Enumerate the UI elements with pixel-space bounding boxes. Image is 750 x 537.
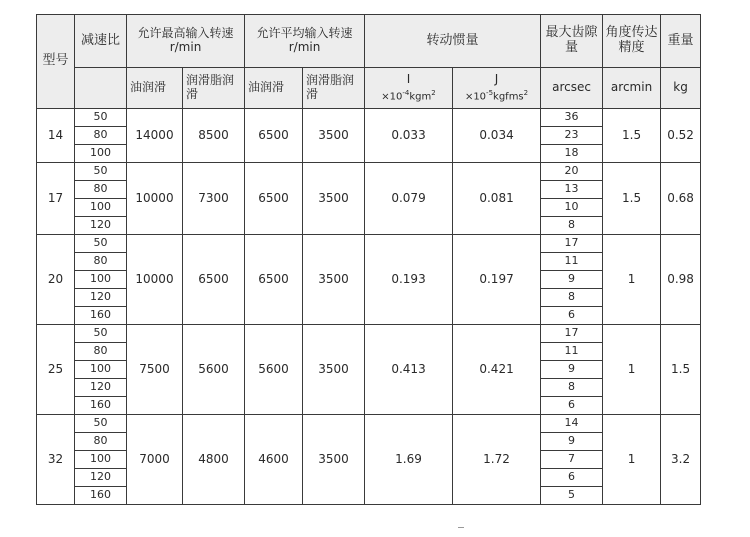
backlash-cell: 10 (541, 199, 603, 217)
backlash-cell: 11 (541, 343, 603, 361)
inertia-header: 转动惯量 (365, 15, 541, 68)
ratio-cell: 100 (75, 199, 127, 217)
backlash-cell: 18 (541, 145, 603, 163)
table-row (37, 109, 701, 127)
ratio-cell: 80 (75, 253, 127, 271)
weight-cell: 3.2 (661, 415, 701, 505)
backlash-cell: 7 (541, 451, 603, 469)
ratio-cell: 80 (75, 343, 127, 361)
avg-oil-cell: 6500 (245, 163, 303, 235)
inertia-J-unit (453, 89, 540, 103)
backlash-cell: 9 (541, 271, 603, 289)
max-oil-cell: 14000 (127, 109, 183, 163)
weight-cell: 0.98 (661, 235, 701, 325)
inertia-I-cell: 0.193 (365, 235, 453, 325)
model-header: 型号 (37, 15, 75, 109)
backlash-cell: 36 (541, 109, 603, 127)
inertia-J-exp: -5 (486, 88, 494, 97)
inertia-I-exp: -4 (402, 88, 410, 97)
inertia-I-sq: 2 (431, 88, 436, 97)
table-row (37, 235, 701, 253)
weight-header: 重量 (661, 15, 701, 68)
model-cell: 32 (37, 415, 75, 505)
max-oil-cell: 7000 (127, 415, 183, 505)
ratio-cell: 120 (75, 289, 127, 307)
backlash-cell: 20 (541, 163, 603, 181)
ratio-cell: 50 (75, 163, 127, 181)
max-grease-cell: 6500 (183, 235, 245, 325)
inertia-J-subheader (453, 68, 541, 109)
backlash-cell: 17 (541, 235, 603, 253)
backlash-cell: 8 (541, 379, 603, 397)
model-cell: 25 (37, 325, 75, 415)
backlash-cell: 8 (541, 217, 603, 235)
inertia-I-cell: 1.69 (365, 415, 453, 505)
ratio-cell: 160 (75, 397, 127, 415)
inertia-I-cell: 0.413 (365, 325, 453, 415)
inertia-J-sq: 2 (523, 88, 529, 97)
table-row (37, 163, 701, 181)
angle-cell: 1 (603, 325, 661, 415)
inertia-I-unit-pre: ×10 (381, 91, 403, 103)
backlash-cell: 6 (541, 397, 603, 415)
max-speed-header (127, 15, 245, 68)
ratio-cell: 100 (75, 361, 127, 379)
header-row-2 (37, 68, 701, 109)
ratio-header: 减速比 (75, 15, 127, 68)
max-grease-subheader: 润滑脂润滑 (183, 68, 245, 109)
ratio-cell: 50 (75, 109, 127, 127)
ratio-cell: 120 (75, 469, 127, 487)
backlash-cell: 17 (541, 325, 603, 343)
avg-grease-cell: 3500 (303, 163, 365, 235)
avg-speed-unit: r/min (288, 40, 321, 54)
inertia-J-label: J (494, 72, 499, 87)
inertia-J-cell: 1.72 (453, 415, 541, 505)
max-grease-cell: 8500 (183, 109, 245, 163)
inertia-I-unit (365, 89, 452, 103)
ratio-cell: 50 (75, 415, 127, 433)
inertia-J-unit-post: kgfms (493, 91, 524, 103)
backlash-cell: 14 (541, 415, 603, 433)
ratio-cell: 120 (75, 379, 127, 397)
avg-oil-cell: 5600 (245, 325, 303, 415)
inertia-I-unit-post: kgm (409, 91, 432, 103)
avg-grease-cell: 3500 (303, 325, 365, 415)
ratio-cell: 50 (75, 235, 127, 253)
avg-oil-cell: 4600 (245, 415, 303, 505)
weight-unit: kg (661, 68, 701, 109)
spec-body (37, 109, 701, 505)
backlash-cell: 6 (541, 307, 603, 325)
model-cell: 20 (37, 235, 75, 325)
ratio-cell: 100 (75, 145, 127, 163)
max-oil-cell: 7500 (127, 325, 183, 415)
backlash-cell: 13 (541, 181, 603, 199)
ratio-cell: 100 (75, 451, 127, 469)
max-speed-title: 允许最高输入转速 (137, 26, 234, 41)
angle-cell: 1.5 (603, 109, 661, 163)
max-oil-cell: 10000 (127, 163, 183, 235)
backlash-cell: 11 (541, 253, 603, 271)
ratio-cell: 50 (75, 325, 127, 343)
avg-speed-title: 允许平均输入转速 (256, 26, 353, 41)
avg-grease-subheader: 润滑脂润滑 (303, 68, 365, 109)
ratio-cell: 120 (75, 217, 127, 235)
avg-oil-subheader: 油润滑 (245, 68, 303, 109)
backlash-cell: 5 (541, 487, 603, 505)
avg-grease-cell: 3500 (303, 415, 365, 505)
avg-grease-cell: 3500 (303, 235, 365, 325)
max-oil-subheader: 油润滑 (127, 68, 183, 109)
angle-cell: 1 (603, 415, 661, 505)
inertia-J-cell: 0.034 (453, 109, 541, 163)
spec-table (36, 14, 701, 505)
ratio-cell: 80 (75, 127, 127, 145)
model-cell: 17 (37, 163, 75, 235)
footer-mark (458, 527, 464, 528)
table-row (37, 415, 701, 433)
max-grease-cell: 4800 (183, 415, 245, 505)
backlash-cell: 9 (541, 361, 603, 379)
inertia-J-cell: 0.081 (453, 163, 541, 235)
inertia-J-cell: 0.197 (453, 235, 541, 325)
backlash-header: 最大齿隙量 (541, 15, 603, 68)
avg-oil-cell: 6500 (245, 235, 303, 325)
angle-cell: 1 (603, 235, 661, 325)
inertia-I-cell: 0.033 (365, 109, 453, 163)
header-row-1 (37, 15, 701, 68)
weight-cell: 0.52 (661, 109, 701, 163)
inertia-J-cell: 0.421 (453, 325, 541, 415)
ratio-cell: 160 (75, 487, 127, 505)
inertia-I-label: I (406, 72, 411, 87)
avg-grease-cell: 3500 (303, 109, 365, 163)
max-speed-unit: r/min (169, 40, 202, 54)
backlash-cell: 8 (541, 289, 603, 307)
angle-accuracy-header: 角度传达精度 (603, 15, 661, 68)
angle-cell: 1.5 (603, 163, 661, 235)
angle-unit: arcmin (603, 68, 661, 109)
max-grease-cell: 7300 (183, 163, 245, 235)
ratio-cell: 80 (75, 433, 127, 451)
inertia-J-unit-pre: ×10 (464, 91, 487, 103)
ratio-cell: 160 (75, 307, 127, 325)
table-row (37, 325, 701, 343)
inertia-I-subheader (365, 68, 453, 109)
backlash-unit: arcsec (541, 68, 603, 109)
weight-cell: 0.68 (661, 163, 701, 235)
max-grease-cell: 5600 (183, 325, 245, 415)
backlash-cell: 9 (541, 433, 603, 451)
ratio-subheader-blank (75, 68, 127, 109)
inertia-I-cell: 0.079 (365, 163, 453, 235)
model-cell: 14 (37, 109, 75, 163)
weight-cell: 1.5 (661, 325, 701, 415)
ratio-cell: 100 (75, 271, 127, 289)
avg-speed-header (245, 15, 365, 68)
ratio-cell: 80 (75, 181, 127, 199)
avg-oil-cell: 6500 (245, 109, 303, 163)
backlash-cell: 23 (541, 127, 603, 145)
max-oil-cell: 10000 (127, 235, 183, 325)
backlash-cell: 6 (541, 469, 603, 487)
